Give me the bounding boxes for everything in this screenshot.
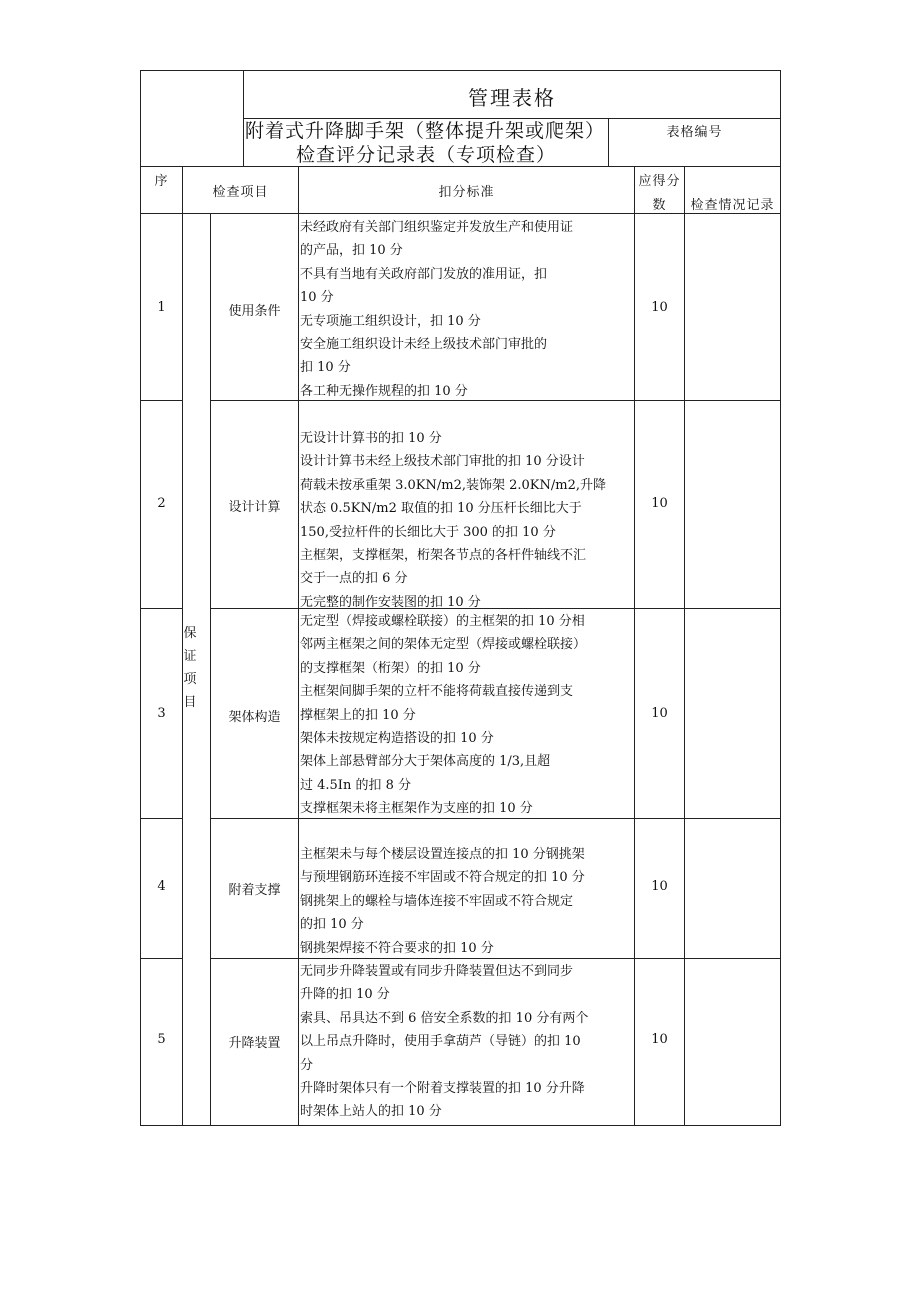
row-4-criteria-line: 钢挑架上的螺栓与墙体连接不牢固或不符合规定 [300,893,574,909]
row-1-criteria-line: 各工种无操作规程的扣 10 分 [300,383,468,399]
col-header-criteria: 扣分标准 [438,185,495,200]
row-1-criteria-line: 10 分 [300,290,334,306]
row-2-criteria-line: 状态 0.5KN∕m2 取值的扣 10 分压杆长细比大于 [300,501,582,517]
row-3-criteria-line: 架体上部悬臂部分大于架体高度的 1/3,且超 [300,754,551,770]
border-top [140,70,781,71]
row-5-criteria [300,960,634,1124]
row-2-criteria-line: 荷载未按承重架 3.0KN∕m2,装饰架 2.0KN∕m2,升降 [300,477,607,493]
row-2-criteria [300,427,634,614]
row-3-criteria-line: 架体未按规定构造搭设的扣 10 分 [300,730,494,746]
row-5-criteria-line: 升降时架体只有一个附着支撑装置的扣 10 分升降 [300,1080,585,1096]
form-number-label: 表格编号 [666,125,723,140]
row-2-criteria-line: 设计计算书未经上级技术部门审批的扣 10 分设计 [300,454,585,470]
row-5-criteria-line: 升降的扣 10 分 [300,987,390,1003]
form-title: 管理表格 [468,86,556,110]
row-1-seq: 1 [157,300,166,315]
row-5-criteria-line: 索具、吊具达不到 6 倍安全系数的扣 10 分有两个 [300,1010,589,1026]
row-4-criteria-line: 钢挑架焊接不符合要求的扣 10 分 [300,940,494,956]
row-5-criteria-line: 无同步升降装置或有同步升降装置但达不到同步 [300,964,574,979]
item-col-divider [298,166,299,1126]
row-2-criteria-line: 150,受拉杆件的长细比大于 300 的扣 10 分 [300,524,556,540]
row-1-criteria-line: 无专项施工组织设计，扣 10 分 [300,313,481,329]
form-subtitle-line-2: 检查评分记录表（专项检查） [295,144,556,166]
border-left [140,70,141,1126]
row-2-criteria-line: 交于一点的扣 6 分 [300,571,408,587]
col-header-score-2: 数 [652,198,667,213]
col-header-record: 检查情况记录 [690,198,775,213]
row-5-item: 升降装置 [228,1036,281,1051]
row-3-criteria-line: 主框架间脚手架的立杆不能将荷载直接传递到支 [300,684,574,700]
score-col-divider [684,166,685,1126]
row-2-score: 10 [651,496,668,511]
row-3-criteria-line: 撑框架上的扣 10 分 [300,707,416,723]
row-5-criteria-line: 以上吊点升降时，使用手拿葫芦（导链）的扣 10 [300,1034,581,1050]
group-col-divider [210,213,211,1126]
col-header-item: 检查项目 [212,185,269,200]
row-3-criteria-line: 无定型（焊接或螺栓联接）的主框架的扣 10 分相 [300,614,585,629]
row-5-score: 10 [651,1032,668,1047]
row-4-score: 10 [651,879,668,894]
row-1-criteria-line: 的产品，扣 10 分 [300,243,403,259]
row-4-criteria-line: 主框架未与每个楼层设置连接点的扣 10 分钢挑架 [300,847,585,862]
col-header-score-1: 应得分 [638,174,681,189]
row-2-item: 设计计算 [228,500,281,515]
form-subtitle-line-1: 附着式升降脚手架（整体提升架或爬架） [245,120,606,142]
row-4-criteria [300,843,634,960]
row-2-bottom-left [140,608,182,609]
row-5-seq: 5 [157,1032,166,1047]
row-1-score: 10 [651,300,668,315]
row-3-bottom-left [140,818,182,819]
row-1-bottom-left [140,400,182,401]
col-header-seq: 序 [154,174,169,189]
row-1-criteria-line: 安全施工组织设计未经上级技术部门审批的 [300,336,548,352]
row-4-item: 附着支撑 [228,883,281,898]
row-2-criteria-line: 无完整的制作安装图的扣 10 分 [300,594,481,610]
row-3-criteria [300,610,634,821]
row-3-criteria-line: 邻两主框架之间的架体无定型（焊接或螺栓联接） [300,637,587,653]
row-1-item: 使用条件 [228,304,281,319]
row-3-seq: 3 [157,706,166,721]
row-3-criteria-line: 过 4.5In 的扣 8 分 [300,777,411,793]
row-3-criteria-line: 的支撑框架（桁架）的扣 10 分 [300,660,481,676]
row-1-criteria-line: 扣 10 分 [300,360,351,376]
row-3-criteria-line: 支撑框架未将主框架作为支座的扣 10 分 [300,801,533,817]
row-4-criteria-line: 与预埋钢筋环连接不牢固或不符合规定的扣 10 分 [300,870,585,886]
row-2-criteria-line: 无设计计算书的扣 10 分 [300,431,442,446]
row-3-score: 10 [651,706,668,721]
row-3-item: 架体构造 [228,710,281,725]
row-1-criteria [300,216,634,403]
group-label-guarantee-items: 保证项目 [183,626,197,710]
row-1-criteria-line: 未经政府有关部门组织鉴定并发放生产和使用证 [300,220,574,235]
border-right [780,70,781,1126]
row-4-bottom-left [140,958,182,959]
row-4-seq: 4 [157,879,166,894]
row-5-criteria-line: 时架体上站人的扣 10 分 [300,1104,442,1120]
row-1-criteria-line: 不具有当地有关政府部门发放的准用证，扣 [300,266,548,282]
row-4-criteria-line: 的扣 10 分 [300,917,364,933]
row-2-criteria-line: 主框架，支撑框架，桁架各节点的各杆件轴线不汇 [300,547,587,563]
row-2-seq: 2 [157,496,166,511]
row-5-criteria-line: 分 [300,1057,314,1073]
